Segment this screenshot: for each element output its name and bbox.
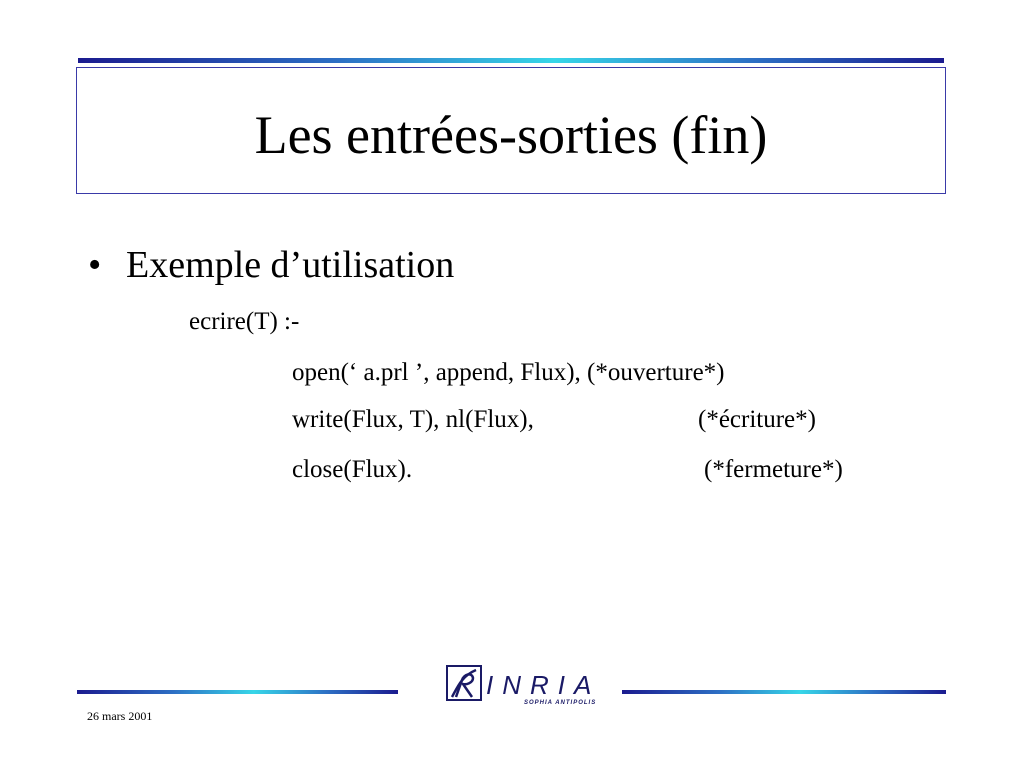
code-line: close(Flux). <box>292 456 413 483</box>
footer-divider-left <box>77 690 398 694</box>
top-divider <box>78 58 944 63</box>
footer-date: 26 mars 2001 <box>87 709 153 723</box>
code-comment: (*fermeture*) <box>704 456 843 483</box>
logo-subtitle: SOPHIA ANTIPOLIS <box>524 700 597 706</box>
footer-divider-right <box>622 690 946 694</box>
bullet-item <box>88 246 454 284</box>
inria-logo <box>446 664 601 710</box>
slide-title: Les entrées-sorties (fin) <box>254 104 768 165</box>
logo-wordmark: INRIA <box>486 670 601 700</box>
code-line: write(Flux, T), nl(Flux), <box>292 406 534 433</box>
bullet-text: Exemple d’utilisation <box>126 244 455 286</box>
bullet-icon: • <box>88 244 102 286</box>
code-line: ecrire(T) :- <box>189 308 300 335</box>
inria-logo-icon <box>446 664 484 704</box>
title-frame <box>76 67 946 194</box>
code-line: open(‘ a.prl ’, append, Flux), (*ouverture*) <box>292 359 725 386</box>
code-comment: (*écriture*) <box>698 406 816 433</box>
